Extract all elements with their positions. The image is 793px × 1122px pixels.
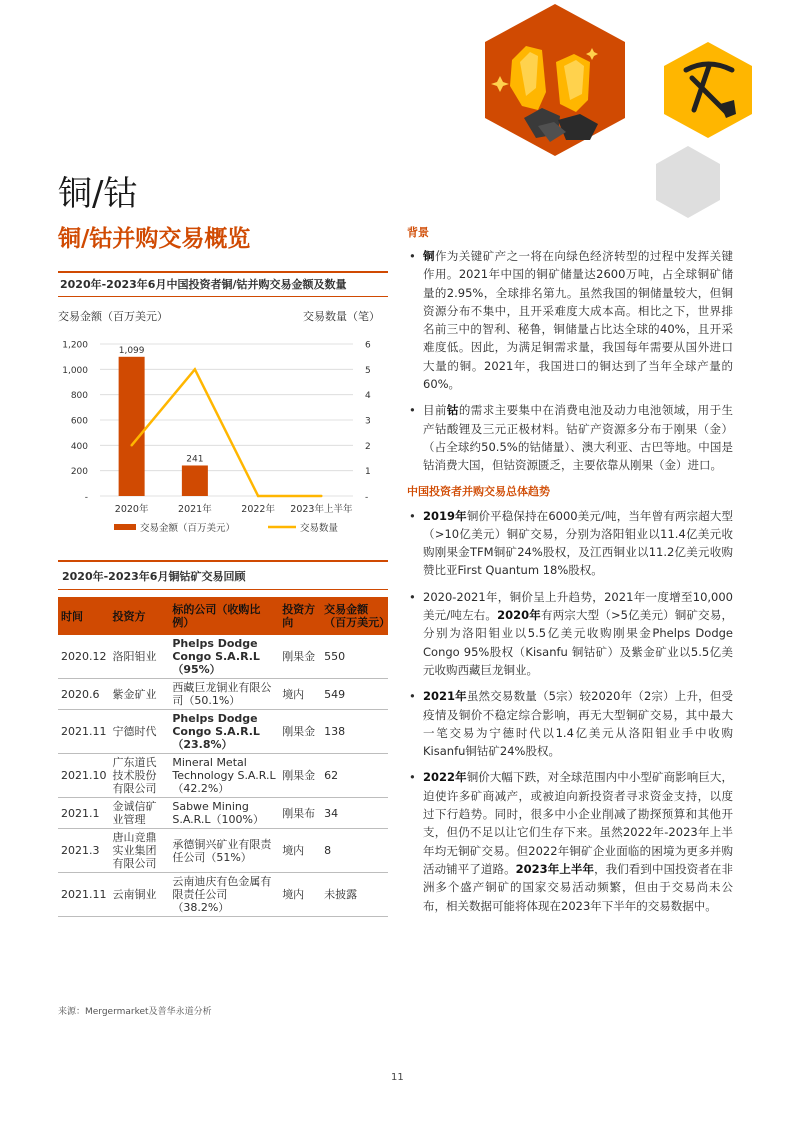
bar [182,465,208,496]
x-tick-label: 2020年 [114,504,149,515]
bullet-lead: 铜 [423,249,435,263]
page-number: 11 [391,1072,404,1083]
cell-time: 2021.11 [58,710,110,754]
bullet-text: 铜价大幅下跌，对全球范围内中小型矿商影响巨大，迫使许多矿商减产，或被迫向新投资者寻求资金支持，以度过下行趋势。同时，很多中小企业削减了勘探预算和其他开支，但仍不足以让它们生存下来。虽然2022年-2023年上半年均无铜矿交易。但2022年铜矿企业面临的困境为更多并购活动铺平了道路。 [423,770,734,876]
cell-investor: 云南铜业 [110,873,170,917]
cell-investor: 紫金矿业 [110,679,170,710]
bullet-2022 [407,768,733,914]
header-time: 时间 [58,597,110,635]
section-title: 铜/钴并购交易概览 [58,226,251,252]
left-axis-label: 交易金额（百万美元） [58,310,168,323]
cell-amount: 未披露 [321,873,388,917]
cell-amount: 62 [321,754,388,798]
header-target: 标的公司（收购比例） [169,597,279,635]
cell-amount: 34 [321,798,388,829]
cell-investor: 金诚信矿业管理 [110,798,170,829]
y-left-tick-label: 1,200 [62,340,88,351]
line-point [194,368,196,370]
x-tick-label: 2023年上半年 [290,504,353,515]
y-left-tick-label: 800 [70,391,88,402]
cell-amount: 549 [321,679,388,710]
cell-amount: 550 [321,635,388,679]
bullet-text: 虽然交易数量（5宗）较2020年（2宗）上升，但受疫情及铜价不稳定综合影响，再无大型铜矿交易，其中最大一笔交易为宁德时代以1.4亿美元从洛阳钼业手中收购Kisanfu铜钴矿24%股权。 [423,689,733,759]
y-right-tick-label: 3 [365,416,371,427]
line-point [130,444,132,446]
y-right-tick-label: 1 [365,467,371,478]
cell-direction: 刚果金 [279,635,321,679]
x-tick-label: 2021年 [178,504,212,515]
table-row [58,679,388,710]
table-row [58,754,388,798]
bullet-lead: 2020年 [497,608,541,623]
cell-amount: 8 [321,829,388,873]
cell-direction: 境内 [279,873,321,917]
bullet-2021 [407,687,733,760]
cell-time: 2021.3 [58,829,110,873]
deal-chart [58,298,388,548]
right-axis-label: 交易数量（笔） [303,310,380,323]
table-title: 2020年-2023年6月铜钴矿交易回顾 [58,560,388,590]
cell-investor: 唐山竞鼎实业集团有限公司 [110,829,170,873]
bar [119,357,145,496]
cell-time: 2021.10 [58,754,110,798]
cell-amount: 138 [321,710,388,754]
cell-investor: 广东道氏技术股份有限公司 [110,754,170,798]
cell-target: Sabwe Mining S.A.R.L（100%） [169,798,279,829]
table-row [58,635,388,679]
table-row [58,829,388,873]
table-row [58,873,388,917]
cell-time: 2021.1 [58,798,110,829]
bar-data-label: 241 [186,454,204,465]
cell-time: 2020.12 [58,635,110,679]
table-row [58,710,388,754]
table-row [58,798,388,829]
table-header-row [58,597,388,635]
hex-mining-tools [664,42,752,138]
bullet-2019 [407,507,733,580]
y-left-tick-label: 200 [70,467,88,478]
legend-line-label: 交易数量 [300,523,339,534]
cell-time: 2021.11 [58,873,110,917]
line-series [132,369,322,496]
cell-target: 西藏巨龙铜业有限公司（50.1%） [169,679,279,710]
right-column [407,224,733,923]
y-left-tick-label: 600 [70,416,88,427]
cell-investor: 宁德时代 [110,710,170,754]
cell-direction: 刚果金 [279,710,321,754]
bullet-text: 的需求主要集中在消费电池及动力电池领域，用于生产钴酸锂及三元正极材料。钴矿产资源多分布于刚果（金）（占全球约50.5%的钴储量）、澳大利亚、古巴等地。中国是钴消费大国，但钴资源匮乏，主要依靠从刚果（金）进口。 [423,403,734,473]
bullet-lead: 钴 [446,403,459,418]
header-hexagons [480,0,793,220]
header-investor: 投资方 [110,597,170,635]
cell-direction: 刚果金 [279,754,321,798]
background-heading: 背景 [407,226,429,239]
legend-bar-swatch [114,524,136,530]
bullet-lead-2: 2023年上半年 [515,861,595,876]
y-right-tick-label: - [365,492,369,503]
y-left-tick-label: - [84,492,88,503]
header-direction: 投资方向 [279,597,321,635]
cell-direction: 境内 [279,829,321,873]
x-tick-label: 2022年 [241,504,275,515]
bullet-lead: 2019年 [423,508,467,523]
bullet-text-pre: 2020-2021年，铜价呈上升趋势，2021年一度增至10,000美元/吨左右。 [423,589,733,623]
legend-bar-label: 交易金额（百万美元） [140,523,236,534]
cell-direction: 刚果布 [279,798,321,829]
y-right-tick-label: 6 [365,340,371,351]
bullet-copper [407,247,733,393]
bullet-text-2: ，我们看到中国投资者在非洲多个盛产铜矿的国家交易活动频繁，但由于交易尚未公布，相关数据可能将体现在2023年下半年的交易数据中。 [423,861,734,913]
y-left-tick-label: 1,000 [62,365,88,376]
cell-target: Phelps Dodge Congo S.A.R.L（23.8%） [169,710,279,754]
bullet-text: 作为关键矿产之一将在向绿色经济转型的过程中发挥关键作用。2021年中国的铜矿储量达2600万吨，占全球铜矿储量的2.95%，全球排名第九。虽然我国的铜储量较大，但铜资源分布不集中，且开采难度大成本高。相比之下，世界排名前三中的智利、秘鲁，铜储量占比达全球的40%，且开采难度低。因此，为满足铜需求量，我国每年需要从国外进口大量的铜。2021年，我国进口的铜达到了当年全球产量的60%。 [423,249,734,392]
cell-investor: 洛阳钼业 [110,635,170,679]
line-point [320,495,322,497]
y-right-tick-label: 4 [365,391,371,402]
cell-target: 承德铜兴矿业有限责任公司（51%） [169,829,279,873]
bullet-text-pre: 目前 [423,403,447,418]
cell-target: 云南迪庆有色金属有限责任公司（38.2%） [169,873,279,917]
y-left-tick-label: 400 [70,441,88,452]
cell-target: Mineral Metal Technology S.A.R.L（42.2%） [169,754,279,798]
bullet-lead: 2022年 [423,770,467,785]
deals-table [58,597,391,917]
hex-gray [656,146,720,218]
chart-title: 2020年-2023年6月中国投资者铜/钴并购交易金额及数量 [58,271,388,297]
bullet-text: 铜价平稳保持在6000美元/吨，当年曾有两宗超大型（>10亿美元）铜矿交易，分别为洛阳钼业以11.4亿美元收购刚果金TFM铜矿24%股权，及江西铜业以11.2亿美元收购赞比亚First Quantum 18%股权。 [423,508,734,578]
cell-target: Phelps Dodge Congo S.A.R.L（95%） [169,635,279,679]
cell-direction: 境内 [279,679,321,710]
trend-heading: 中国投资者并购交易总体趋势 [407,484,550,498]
y-right-tick-label: 5 [365,365,371,376]
y-right-tick-label: 2 [365,441,371,452]
page-title: 铜/钴 [58,174,138,214]
bullet-lead: 2021年 [423,689,467,704]
source-note: 来源：Mergermarket及普华永道分析 [58,1007,212,1017]
header-amount: 交易金额（百万美元） [321,597,388,635]
bullet-cobalt [407,401,733,474]
line-point [257,495,259,497]
cell-time: 2020.6 [58,679,110,710]
bar-data-label: 1,099 [118,345,145,356]
bullet-2020-2021 [407,588,733,679]
bullet-text: 有两宗大型（>5亿美元）铜矿交易，分别为洛阳钼业以5.5亿美元收购刚果金Phelps Dodge Congo 95%股权（Kisanfu 铜钴矿）及紫金矿业以5.5亿美元收购西藏巨龙铜业。 [423,608,734,677]
